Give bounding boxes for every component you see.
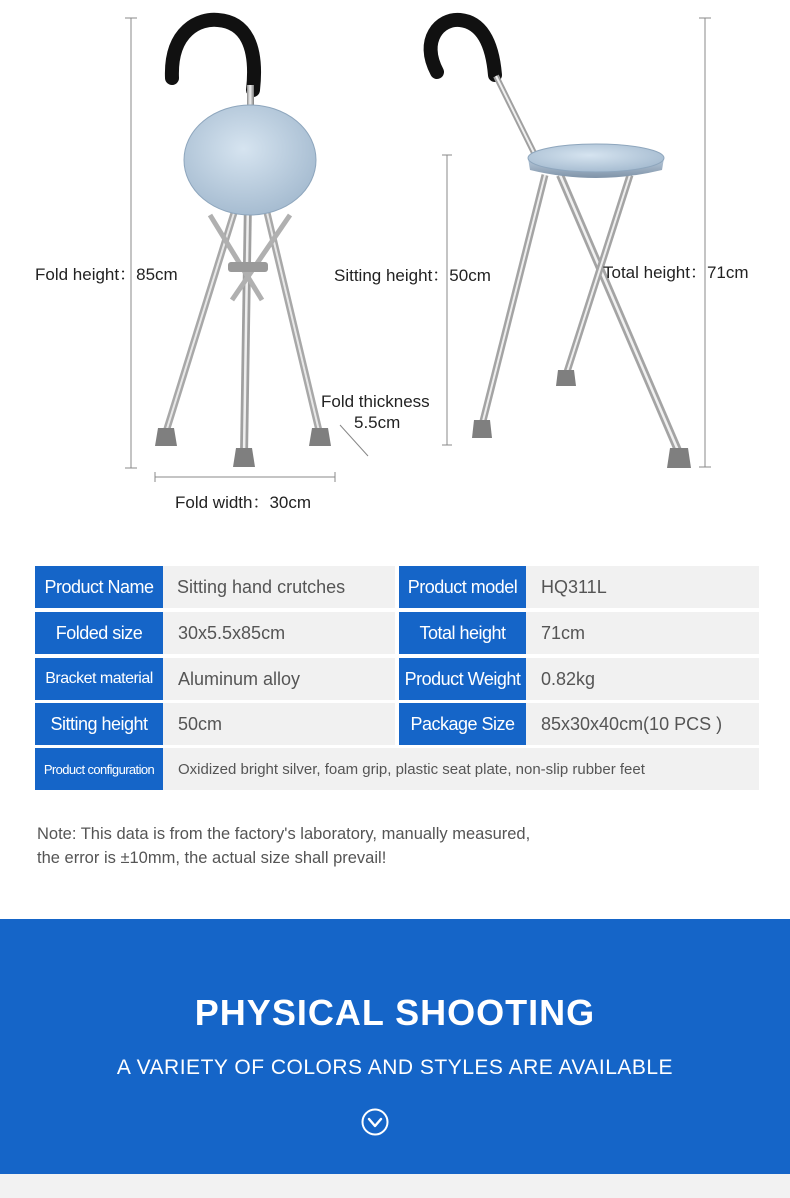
spec-value: Sitting hand crutches [163,566,395,608]
total-height-dimension-line [699,18,711,467]
spec-value: 50cm [163,703,395,745]
spec-value: HQ311L [526,566,759,608]
spec-label: Package Size [399,703,526,745]
spec-value: 85x30x40cm(10 PCS ) [526,703,759,745]
note-line: Note: This data is from the factory's laboratory, manually measured, [37,825,531,843]
sitting-height-label: Sitting height：50cm [334,266,491,285]
banner-title: PHYSICAL SHOOTING [194,992,596,1033]
fold-width-label: Fold width：30cm [175,493,312,512]
spec-value: Aluminum alloy [163,658,395,700]
spec-label: Product configuration [35,748,163,790]
fold-thickness-label: Fold thickness [321,392,430,411]
measurement-note [37,822,530,870]
folded-stool-image [155,20,331,467]
spec-label: Product Name [35,566,163,608]
fold-height-dimension-line [125,18,137,468]
spec-label: Product model [399,566,526,608]
spec-label: Folded size [35,612,163,654]
footer-strip [0,1174,790,1198]
banner-subtitle: A VARIETY OF COLORS AND STYLES ARE AVAILABLE [116,1056,674,1079]
section-banner [0,919,790,1174]
note-line: the error is ±10mm, the actual size shall prevail! [37,849,387,867]
fold-width-dimension-line [155,472,335,482]
spec-value: 71cm [526,612,759,654]
spec-value: 0.82kg [526,658,759,700]
fold-height-label: Fold height：85cm [35,265,178,284]
spec-label: Total height [399,612,526,654]
spec-label: Bracket material [35,658,163,700]
fold-thickness-value: 5.5cm [354,413,401,432]
spec-label: Product Weight [399,658,526,700]
open-stool-image [431,20,691,468]
chevron-down-circle-icon [361,1108,389,1136]
spec-label: Sitting height [35,703,163,745]
spec-value: Oxidized bright silver, foam grip, plastic seat plate, non-slip rubber feet [163,748,759,790]
spec-value: 30x5.5x85cm [163,612,395,654]
sitting-height-dimension-line [442,155,452,445]
total-height-label: Total height：71cm [603,263,749,282]
